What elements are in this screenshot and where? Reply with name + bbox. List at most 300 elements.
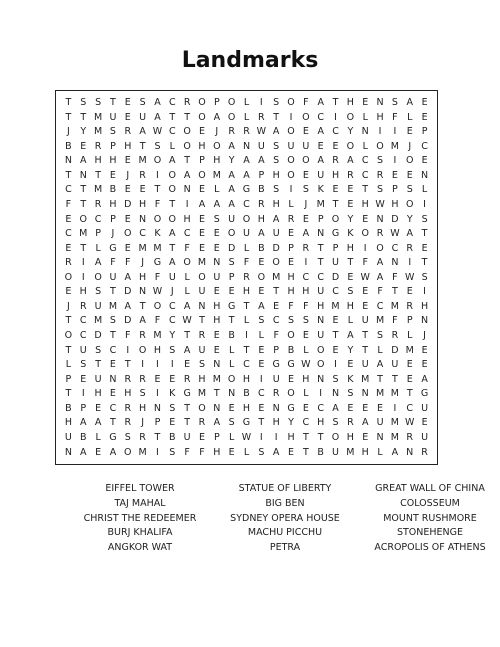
grid-letter[interactable]: A: [154, 97, 161, 108]
grid-letter[interactable]: M: [153, 242, 162, 254]
grid-letter[interactable]: U: [302, 140, 310, 152]
grid-letter[interactable]: C: [168, 315, 176, 327]
grid-letter[interactable]: M: [93, 111, 103, 123]
grid-letter[interactable]: C: [109, 344, 117, 356]
grid-letter[interactable]: A: [361, 417, 369, 429]
grid-letter[interactable]: W: [182, 315, 192, 327]
grid-letter[interactable]: N: [213, 257, 221, 269]
grid-letter[interactable]: R: [183, 373, 191, 385]
grid-letter[interactable]: C: [168, 300, 176, 312]
grid-letter[interactable]: J: [126, 169, 130, 181]
grid-letter[interactable]: G: [227, 300, 236, 312]
grid-letter[interactable]: E: [258, 402, 265, 414]
grid-letter[interactable]: E: [228, 286, 235, 298]
grid-letter[interactable]: C: [376, 300, 384, 312]
grid-letter[interactable]: A: [124, 300, 132, 312]
grid-letter[interactable]: C: [243, 198, 250, 210]
grid-letter[interactable]: U: [79, 344, 87, 356]
grid-letter[interactable]: S: [347, 388, 354, 400]
grid-letter[interactable]: H: [183, 213, 191, 225]
grid-letter[interactable]: A: [80, 446, 87, 458]
grid-letter[interactable]: R: [347, 169, 354, 181]
grid-letter[interactable]: L: [243, 315, 250, 327]
grid-letter[interactable]: N: [421, 169, 429, 181]
grid-letter[interactable]: S: [109, 315, 116, 327]
grid-letter[interactable]: A: [213, 417, 221, 429]
grid-letter[interactable]: E: [421, 359, 428, 371]
grid-letter[interactable]: M: [390, 388, 399, 400]
grid-letter[interactable]: O: [198, 111, 206, 123]
grid-letter[interactable]: I: [289, 111, 293, 123]
grid-letter[interactable]: R: [376, 169, 384, 181]
grid-letter[interactable]: L: [184, 271, 190, 283]
grid-letter[interactable]: W: [405, 417, 415, 429]
grid-letter[interactable]: S: [302, 184, 309, 196]
grid-letter[interactable]: E: [332, 184, 339, 196]
grid-letter[interactable]: B: [169, 431, 176, 443]
grid-letter[interactable]: F: [125, 257, 131, 269]
grid-letter[interactable]: E: [347, 271, 354, 283]
grid-letter[interactable]: U: [317, 169, 325, 181]
grid-letter[interactable]: G: [287, 359, 295, 371]
grid-letter[interactable]: S: [273, 184, 280, 196]
grid-letter[interactable]: S: [258, 446, 265, 458]
grid-letter[interactable]: O: [331, 213, 340, 225]
grid-letter[interactable]: B: [317, 446, 324, 458]
grid-letter[interactable]: R: [406, 300, 414, 312]
grid-letter[interactable]: S: [198, 359, 205, 371]
grid-letter[interactable]: E: [258, 344, 265, 356]
grid-letter[interactable]: U: [376, 417, 384, 429]
grid-letter[interactable]: U: [257, 140, 265, 152]
grid-letter[interactable]: N: [317, 373, 325, 385]
grid-letter[interactable]: A: [228, 184, 235, 196]
grid-letter[interactable]: I: [81, 271, 85, 283]
grid-letter[interactable]: M: [138, 446, 147, 458]
grid-letter[interactable]: S: [377, 330, 384, 341]
grid-letter[interactable]: T: [184, 402, 191, 414]
grid-letter[interactable]: H: [346, 242, 354, 254]
grid-letter[interactable]: S: [421, 271, 428, 283]
grid-letter[interactable]: E: [347, 359, 354, 371]
grid-letter[interactable]: O: [227, 228, 236, 240]
grid-letter[interactable]: G: [287, 402, 295, 414]
grid-letter[interactable]: U: [361, 359, 369, 371]
grid-letter[interactable]: U: [139, 111, 147, 123]
grid-letter[interactable]: S: [169, 402, 176, 414]
grid-letter[interactable]: E: [288, 257, 295, 269]
grid-letter[interactable]: M: [375, 315, 385, 327]
grid-letter[interactable]: T: [317, 242, 324, 254]
grid-letter[interactable]: C: [94, 213, 102, 225]
grid-letter[interactable]: D: [391, 213, 399, 225]
grid-letter[interactable]: T: [65, 388, 72, 400]
grid-letter[interactable]: I: [393, 155, 397, 167]
grid-letter[interactable]: O: [287, 155, 295, 167]
grid-letter[interactable]: H: [317, 300, 325, 312]
grid-letter[interactable]: N: [361, 388, 369, 400]
grid-letter[interactable]: U: [168, 271, 176, 283]
grid-letter[interactable]: J: [215, 126, 219, 138]
grid-letter[interactable]: I: [393, 126, 397, 138]
grid-letter[interactable]: P: [273, 344, 280, 356]
grid-letter[interactable]: U: [317, 286, 325, 298]
grid-letter[interactable]: U: [94, 300, 102, 312]
grid-letter[interactable]: I: [141, 359, 145, 371]
grid-letter[interactable]: O: [64, 271, 73, 283]
grid-letter[interactable]: I: [423, 198, 426, 210]
grid-letter[interactable]: L: [229, 359, 235, 371]
grid-letter[interactable]: S: [406, 184, 413, 196]
grid-letter[interactable]: O: [405, 198, 414, 210]
grid-letter[interactable]: Y: [80, 126, 87, 138]
grid-letter[interactable]: O: [153, 213, 162, 225]
grid-letter[interactable]: U: [317, 330, 325, 341]
grid-letter[interactable]: R: [198, 417, 206, 429]
grid-letter[interactable]: T: [184, 111, 191, 123]
grid-letter[interactable]: T: [317, 257, 324, 269]
grid-letter[interactable]: U: [421, 402, 429, 414]
grid-letter[interactable]: K: [317, 184, 324, 196]
grid-letter[interactable]: L: [303, 388, 309, 400]
grid-letter[interactable]: I: [363, 242, 367, 254]
grid-letter[interactable]: T: [317, 431, 324, 443]
grid-letter[interactable]: B: [65, 402, 72, 414]
grid-letter[interactable]: M: [79, 228, 88, 240]
grid-letter[interactable]: T: [243, 300, 250, 312]
grid-letter[interactable]: S: [332, 373, 339, 385]
grid-letter[interactable]: S: [228, 257, 235, 269]
grid-letter[interactable]: E: [154, 373, 161, 385]
grid-letter[interactable]: J: [408, 140, 412, 152]
grid-letter[interactable]: H: [139, 198, 147, 210]
grid-letter[interactable]: E: [258, 286, 265, 298]
grid-letter[interactable]: T: [139, 300, 146, 312]
grid-letter[interactable]: U: [109, 271, 117, 283]
grid-letter[interactable]: I: [81, 257, 85, 269]
grid-letter[interactable]: J: [141, 417, 145, 429]
grid-letter[interactable]: N: [64, 155, 72, 167]
grid-letter[interactable]: M: [346, 446, 355, 458]
grid-letter[interactable]: A: [183, 344, 191, 356]
grid-letter[interactable]: H: [287, 431, 295, 443]
grid-letter[interactable]: T: [65, 111, 72, 123]
grid-letter[interactable]: M: [197, 388, 207, 400]
grid-letter[interactable]: W: [301, 359, 311, 371]
grid-letter[interactable]: Y: [169, 330, 176, 341]
grid-letter[interactable]: E: [406, 169, 413, 181]
grid-letter[interactable]: B: [79, 431, 87, 443]
grid-letter[interactable]: J: [67, 126, 70, 138]
grid-letter[interactable]: U: [332, 257, 340, 269]
grid-letter[interactable]: T: [332, 97, 339, 108]
grid-letter[interactable]: I: [334, 111, 337, 123]
grid-letter[interactable]: F: [273, 330, 279, 341]
grid-letter[interactable]: P: [213, 97, 220, 108]
grid-letter[interactable]: I: [319, 388, 323, 400]
grid-letter[interactable]: E: [302, 126, 309, 138]
grid-letter[interactable]: I: [274, 431, 278, 443]
grid-letter[interactable]: H: [421, 300, 429, 312]
grid-letter[interactable]: O: [153, 300, 162, 312]
grid-letter[interactable]: E: [258, 257, 265, 269]
grid-letter[interactable]: S: [213, 213, 220, 225]
grid-letter[interactable]: E: [362, 300, 369, 312]
grid-letter[interactable]: D: [124, 286, 132, 298]
grid-letter[interactable]: E: [421, 242, 428, 254]
grid-letter[interactable]: C: [391, 242, 399, 254]
grid-letter[interactable]: D: [391, 344, 399, 356]
grid-letter[interactable]: L: [347, 315, 354, 327]
grid-letter[interactable]: A: [228, 198, 235, 210]
grid-letter[interactable]: R: [139, 373, 146, 385]
grid-letter[interactable]: W: [152, 126, 163, 138]
grid-letter[interactable]: H: [346, 431, 354, 443]
grid-letter[interactable]: L: [229, 431, 235, 443]
grid-letter[interactable]: S: [139, 97, 146, 108]
grid-letter[interactable]: P: [392, 184, 398, 196]
grid-letter[interactable]: R: [258, 111, 265, 123]
grid-letter[interactable]: M: [212, 169, 221, 181]
grid-letter[interactable]: B: [243, 388, 250, 400]
grid-letter[interactable]: F: [377, 286, 383, 298]
grid-letter[interactable]: E: [65, 286, 72, 298]
grid-letter[interactable]: F: [362, 257, 368, 269]
grid-letter[interactable]: E: [198, 431, 205, 443]
grid-letter[interactable]: H: [361, 446, 369, 458]
grid-letter[interactable]: R: [243, 271, 250, 283]
grid-letter[interactable]: U: [361, 315, 369, 327]
grid-letter[interactable]: P: [65, 373, 72, 385]
grid-letter[interactable]: O: [316, 344, 325, 356]
grid-letter[interactable]: N: [272, 402, 280, 414]
grid-letter[interactable]: C: [258, 388, 265, 400]
grid-letter[interactable]: W: [360, 271, 370, 283]
grid-letter[interactable]: E: [302, 213, 309, 225]
grid-letter[interactable]: A: [139, 126, 146, 138]
grid-letter[interactable]: S: [273, 140, 280, 152]
grid-letter[interactable]: P: [110, 213, 116, 225]
grid-letter[interactable]: E: [109, 169, 116, 181]
grid-letter[interactable]: U: [94, 373, 102, 385]
grid-letter[interactable]: O: [124, 228, 132, 240]
grid-letter[interactable]: O: [376, 140, 384, 152]
grid-letter[interactable]: S: [273, 97, 280, 108]
grid-letter[interactable]: E: [406, 286, 413, 298]
grid-letter[interactable]: I: [289, 184, 293, 196]
grid-letter[interactable]: H: [272, 169, 280, 181]
grid-letter[interactable]: N: [421, 315, 429, 327]
grid-letter[interactable]: H: [346, 300, 354, 312]
grid-letter[interactable]: L: [243, 242, 250, 254]
grid-letter[interactable]: E: [109, 388, 116, 400]
grid-letter[interactable]: E: [228, 402, 235, 414]
grid-letter[interactable]: T: [332, 198, 339, 210]
grid-letter[interactable]: M: [316, 198, 325, 210]
grid-letter[interactable]: E: [347, 184, 354, 196]
grid-letter[interactable]: K: [169, 388, 176, 400]
grid-letter[interactable]: S: [302, 315, 309, 327]
grid-letter[interactable]: H: [376, 111, 384, 123]
grid-letter[interactable]: H: [213, 446, 221, 458]
grid-letter[interactable]: U: [272, 228, 280, 240]
grid-letter[interactable]: F: [184, 446, 190, 458]
grid-letter[interactable]: T: [362, 184, 369, 196]
grid-letter[interactable]: C: [332, 286, 339, 298]
grid-letter[interactable]: H: [109, 155, 117, 167]
grid-letter[interactable]: E: [139, 184, 146, 196]
grid-letter[interactable]: E: [332, 344, 339, 356]
grid-letter[interactable]: N: [361, 126, 369, 138]
grid-letter[interactable]: T: [95, 359, 101, 371]
grid-letter[interactable]: L: [95, 431, 101, 443]
grid-letter[interactable]: G: [242, 417, 251, 429]
grid-letter[interactable]: S: [95, 286, 102, 298]
grid-letter[interactable]: C: [168, 126, 176, 138]
grid-letter[interactable]: S: [347, 286, 354, 298]
grid-letter[interactable]: N: [139, 213, 147, 225]
grid-letter[interactable]: I: [170, 359, 174, 371]
grid-letter[interactable]: T: [199, 315, 205, 327]
grid-letter[interactable]: T: [391, 373, 398, 385]
grid-letter[interactable]: E: [362, 213, 369, 225]
grid-letter[interactable]: P: [332, 242, 339, 254]
grid-letter[interactable]: O: [227, 97, 236, 108]
grid-letter[interactable]: C: [332, 126, 339, 138]
grid-letter[interactable]: I: [408, 257, 412, 269]
grid-letter[interactable]: E: [198, 213, 205, 225]
grid-letter[interactable]: I: [245, 330, 248, 341]
grid-letter[interactable]: Y: [406, 213, 413, 225]
grid-letter[interactable]: H: [361, 198, 369, 210]
grid-letter[interactable]: U: [287, 140, 295, 152]
grid-letter[interactable]: L: [362, 140, 368, 152]
grid-letter[interactable]: E: [302, 330, 309, 341]
grid-letter[interactable]: T: [347, 257, 354, 269]
grid-letter[interactable]: C: [168, 97, 176, 108]
grid-letter[interactable]: T: [169, 111, 176, 123]
grid-letter[interactable]: H: [94, 388, 102, 400]
grid-letter[interactable]: K: [347, 228, 354, 240]
grid-letter[interactable]: P: [317, 213, 324, 225]
grid-letter[interactable]: C: [302, 271, 310, 283]
grid-letter[interactable]: N: [139, 286, 147, 298]
grid-letter[interactable]: T: [273, 286, 280, 298]
grid-letter[interactable]: M: [390, 431, 399, 443]
grid-letter[interactable]: H: [242, 402, 251, 414]
grid-letter[interactable]: L: [288, 198, 294, 210]
grid-letter[interactable]: S: [273, 155, 280, 167]
grid-letter[interactable]: L: [184, 286, 190, 298]
grid-letter[interactable]: F: [303, 97, 309, 108]
grid-letter[interactable]: Y: [347, 126, 354, 138]
grid-letter[interactable]: M: [153, 330, 162, 341]
grid-letter[interactable]: H: [124, 388, 132, 400]
grid-letter[interactable]: G: [183, 388, 191, 400]
grid-letter[interactable]: T: [302, 431, 309, 443]
grid-letter[interactable]: O: [302, 111, 310, 123]
grid-letter[interactable]: S: [154, 140, 161, 152]
grid-letter[interactable]: E: [421, 417, 428, 429]
grid-letter[interactable]: T: [169, 198, 176, 210]
grid-letter[interactable]: Y: [347, 344, 354, 356]
grid-letter[interactable]: O: [138, 344, 147, 356]
grid-letter[interactable]: O: [257, 271, 266, 283]
grid-letter[interactable]: S: [95, 97, 102, 108]
grid-letter[interactable]: E: [288, 446, 295, 458]
grid-letter[interactable]: O: [272, 257, 280, 269]
grid-letter[interactable]: H: [213, 300, 221, 312]
grid-letter[interactable]: O: [405, 155, 414, 167]
grid-letter[interactable]: B: [287, 344, 295, 356]
grid-letter[interactable]: N: [331, 388, 340, 400]
grid-letter[interactable]: M: [361, 373, 370, 385]
grid-letter[interactable]: I: [126, 344, 130, 356]
grid-letter[interactable]: S: [139, 388, 146, 400]
grid-letter[interactable]: L: [377, 344, 383, 356]
grid-letter[interactable]: A: [139, 315, 146, 327]
grid-letter[interactable]: F: [392, 111, 398, 123]
grid-letter[interactable]: M: [108, 300, 118, 312]
grid-letter[interactable]: I: [259, 431, 263, 443]
grid-letter[interactable]: R: [139, 330, 146, 341]
grid-letter[interactable]: A: [94, 417, 102, 429]
grid-letter[interactable]: T: [243, 344, 250, 356]
grid-letter[interactable]: I: [156, 169, 159, 181]
grid-letter[interactable]: B: [258, 184, 265, 196]
grid-letter[interactable]: F: [243, 257, 250, 269]
grid-letter[interactable]: O: [242, 213, 251, 225]
grid-letter[interactable]: J: [304, 198, 308, 210]
grid-letter[interactable]: H: [198, 140, 206, 152]
grid-letter[interactable]: M: [331, 300, 340, 312]
grid-letter[interactable]: T: [332, 330, 339, 341]
grid-letter[interactable]: A: [169, 257, 176, 269]
grid-letter[interactable]: D: [331, 271, 340, 283]
grid-letter[interactable]: E: [124, 97, 131, 108]
grid-letter[interactable]: T: [228, 315, 235, 327]
grid-letter[interactable]: U: [183, 431, 191, 443]
grid-letter[interactable]: O: [287, 169, 295, 181]
grid-letter[interactable]: P: [213, 431, 220, 443]
grid-letter[interactable]: M: [93, 315, 103, 327]
grid-letter[interactable]: M: [138, 155, 147, 167]
grid-letter[interactable]: N: [153, 402, 161, 414]
grid-letter[interactable]: O: [331, 431, 340, 443]
grid-letter[interactable]: G: [242, 184, 251, 196]
grid-letter[interactable]: E: [362, 97, 369, 108]
grid-letter[interactable]: T: [80, 111, 87, 123]
grid-letter[interactable]: F: [184, 242, 190, 254]
grid-letter[interactable]: A: [80, 155, 87, 167]
grid-letter[interactable]: R: [406, 242, 414, 254]
grid-letter[interactable]: R: [124, 417, 132, 429]
grid-letter[interactable]: A: [80, 417, 87, 429]
grid-letter[interactable]: R: [391, 330, 399, 341]
grid-letter[interactable]: C: [317, 111, 324, 123]
grid-letter[interactable]: E: [124, 111, 131, 123]
grid-letter[interactable]: L: [407, 330, 413, 341]
grid-letter[interactable]: T: [154, 431, 161, 443]
grid-letter[interactable]: F: [125, 330, 131, 341]
grid-letter[interactable]: E: [377, 402, 384, 414]
grid-letter[interactable]: R: [198, 330, 206, 341]
grid-letter[interactable]: E: [421, 111, 428, 123]
grid-letter[interactable]: E: [332, 140, 339, 152]
grid-letter[interactable]: E: [198, 184, 205, 196]
grid-letter[interactable]: W: [405, 271, 415, 283]
grid-letter[interactable]: L: [421, 184, 428, 196]
